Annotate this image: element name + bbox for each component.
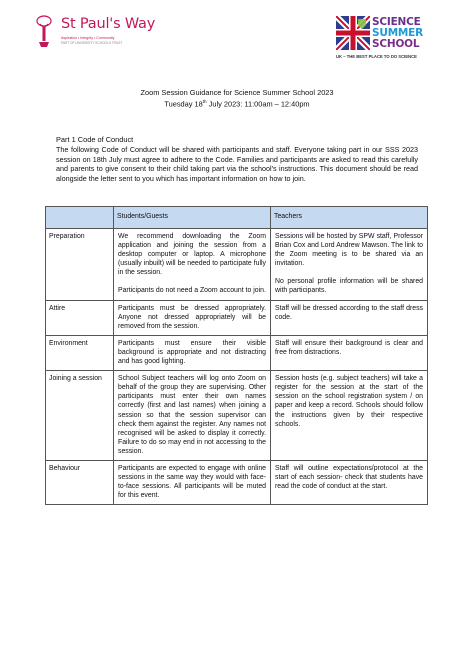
row-label: Behaviour <box>46 460 114 504</box>
school-crest-icon <box>34 14 54 48</box>
teachers-cell <box>271 460 428 504</box>
row-label: Attire <box>46 300 114 335</box>
sss-title-line-3: SCHOOL <box>372 38 420 50</box>
cell-paragraph: We recommend downloading the Zoom application and joining the session from a desktop computer or laptop. A microphone (usually inbuilt) will be needed to participate fully in the session. <box>118 233 266 277</box>
science-summer-school-logo <box>336 14 441 64</box>
intro-paragraph: The following Code of Conduct will be shared with participants and staff. Everyone taking part in our SSS 2023 session on 18th July must agree to adhere to the Code. Families and participants are asked to read this carefully and parents to give consent to their child taking part via the school's instructions. This document should be read alongside the letter sent to you which has important information on how to join. <box>56 145 418 183</box>
table-row <box>46 335 428 370</box>
document-date <box>0 99 474 108</box>
table-header-teachers: Teachers <box>271 207 428 229</box>
students-cell <box>114 229 271 301</box>
cell-paragraph: Participants do not need a Zoom account to join. <box>118 287 266 295</box>
date-prefix: Tuesday 18 <box>164 99 203 109</box>
section-heading: Part 1 Code of Conduct <box>56 135 134 144</box>
table-row <box>46 371 428 461</box>
table-row <box>46 300 428 335</box>
sss-title-line-2: SUMMER <box>372 27 424 39</box>
school-tagline: Aspiration • Integrity • Community <box>61 36 115 40</box>
students-cell <box>114 371 271 461</box>
school-name: St Paul's Way <box>61 16 156 32</box>
st-pauls-way-logo <box>34 14 164 54</box>
cell-paragraph: School Subject teachers will log onto Zoom on behalf of the group they are supervising. Other participants must enter their own names correctly (first and last names) when joining a session so that the session supervisor can check them against the register. Any names not recognised will be asked to display it correctly. Failure to do so may end in not accessing to the session. <box>118 375 266 455</box>
union-flag-icon <box>336 16 370 50</box>
teachers-cell <box>271 300 428 335</box>
cell-paragraph: Sessions will be hosted by SPW staff, Professor Brian Cox and Lord Andrew Mawson. The link to the Zoom meeting is to be shared via an invitation. <box>275 233 423 268</box>
table-row <box>46 460 428 504</box>
date-sup: th <box>202 99 207 104</box>
code-of-conduct-table <box>45 206 428 505</box>
table-header-blank <box>46 207 114 229</box>
cell-paragraph: Staff will ensure their background is clear and free from distractions. <box>275 339 423 356</box>
table-header-students: Students/Guests <box>114 207 271 229</box>
school-trust: PART OF UNIVERSITY SCHOOLS TRUST <box>61 41 123 45</box>
teachers-cell <box>271 371 428 461</box>
row-label: Preparation <box>46 229 114 301</box>
sss-strapline: UK – THE BEST PLACE TO DO SCIENCE <box>336 54 417 59</box>
students-cell <box>114 300 271 335</box>
row-label: Environment <box>46 335 114 370</box>
row-label: Joining a session <box>46 371 114 461</box>
cell-paragraph: Session hosts (e.g. subject teachers) will take a register for the session at the start of the session on the school registration system / on paper and keep a record. Schools should follow the instructions given by their respective schools. <box>275 375 423 428</box>
cell-paragraph: Participants must be dressed appropriately. Anyone not dressed appropriately will be removed from the session. <box>118 304 266 330</box>
table-row <box>46 229 428 301</box>
sss-title-line-1: SCIENCE <box>372 16 421 28</box>
teachers-cell <box>271 229 428 301</box>
table-header-row <box>46 207 428 229</box>
date-suffix: July 2023: 11:00am – 12:40pm <box>206 99 310 109</box>
teachers-cell <box>271 335 428 370</box>
cell-paragraph: Participants must ensure their visible background is appropriate and not distracting and has good lighting. <box>118 339 266 366</box>
students-cell <box>114 335 271 370</box>
cell-paragraph: No personal profile information will be shared with participants. <box>275 278 423 295</box>
students-cell <box>114 460 271 504</box>
cell-paragraph: Staff will be dressed according to the staff dress code. <box>275 304 423 321</box>
cell-paragraph: Staff will outline expectations/protocol at the start of each session- check that students have read the code of conduct at the start. <box>275 464 423 491</box>
document-title: Zoom Session Guidance for Science Summer School 2023 <box>140 88 334 97</box>
cell-paragraph: Participants are expected to engage with online sessions in the same way they would with face-to-face sessions. All participants will be muted for this event. <box>118 464 266 500</box>
